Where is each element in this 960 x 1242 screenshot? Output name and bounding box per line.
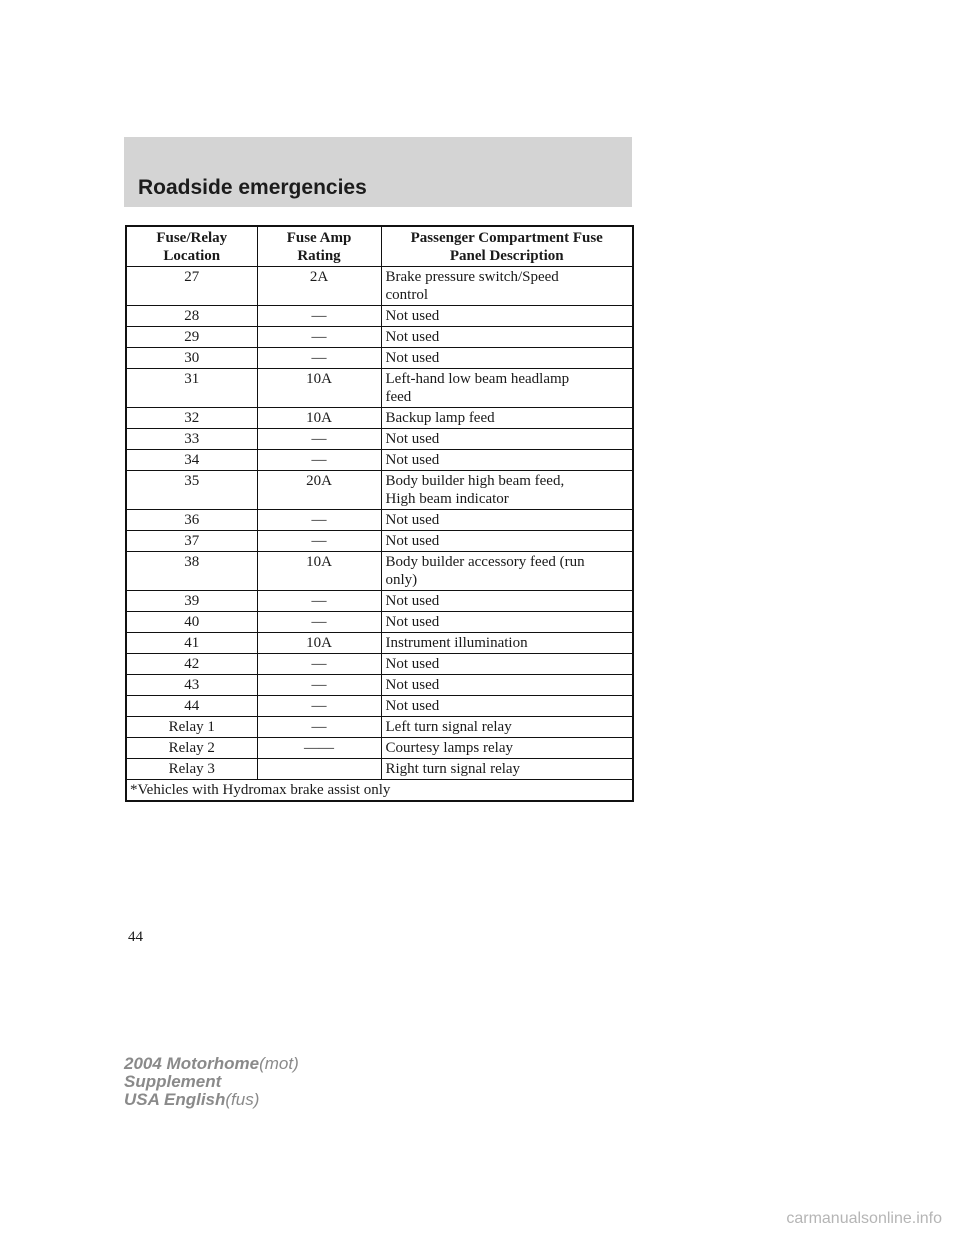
- fuse-location-cell: 33: [126, 429, 257, 450]
- fuse-description-cell: [381, 717, 633, 738]
- table-row: [126, 327, 633, 348]
- description-line: Not used: [385, 431, 440, 447]
- description-line: Not used: [385, 656, 440, 672]
- description-line: Not used: [385, 512, 440, 528]
- fuse-location-cell: 43: [126, 675, 257, 696]
- description-line: Not used: [385, 350, 440, 366]
- column-header-description: [381, 226, 633, 267]
- fuse-description-cell: [381, 327, 633, 348]
- fuse-description-cell: [381, 369, 633, 408]
- header-line: Location: [163, 248, 221, 264]
- fuse-description-cell: [381, 531, 633, 552]
- fuse-description-cell: [381, 348, 633, 369]
- table-row: [126, 759, 633, 780]
- fuse-amp-cell: —: [257, 429, 381, 450]
- header-line: Fuse/Relay: [156, 230, 228, 246]
- footer-edition: 2004 Motorhome: [124, 1054, 260, 1073]
- fuse-location-cell: 41: [126, 633, 257, 654]
- fuse-location-cell: 30: [126, 348, 257, 369]
- fuse-amp-cell: —: [257, 675, 381, 696]
- table-row: [126, 471, 633, 510]
- fuse-location-cell: 38: [126, 552, 257, 591]
- fuse-description-cell: [381, 450, 633, 471]
- fuse-location-cell: 42: [126, 654, 257, 675]
- table-row: [126, 450, 633, 471]
- fuse-amp-cell: —: [257, 717, 381, 738]
- fuse-location-cell: 32: [126, 408, 257, 429]
- description-line: control: [385, 287, 428, 303]
- table-row: [126, 696, 633, 717]
- fuse-amp-cell: —: [257, 510, 381, 531]
- fuse-description-cell: [381, 633, 633, 654]
- description-line: Left-hand low beam headlamp: [385, 371, 570, 387]
- description-line: Right turn signal relay: [385, 761, 521, 777]
- fuse-amp-cell: —: [257, 348, 381, 369]
- fuse-amp-cell: —: [257, 612, 381, 633]
- table-row: [126, 612, 633, 633]
- table-row: [126, 654, 633, 675]
- fuse-amp-cell: 2A: [257, 267, 381, 306]
- description-line: High beam indicator: [385, 491, 509, 507]
- column-header-location: [126, 226, 257, 267]
- description-line: Courtesy lamps relay: [385, 740, 513, 756]
- description-line: Not used: [385, 614, 440, 630]
- header-line: Rating: [297, 248, 341, 264]
- table-row: [126, 675, 633, 696]
- fuse-amp-cell: —: [257, 696, 381, 717]
- fuse-location-cell: 40: [126, 612, 257, 633]
- fuse-amp-cell: [257, 759, 381, 780]
- table-footnote-row: [126, 780, 633, 802]
- fuse-location-cell: 35: [126, 471, 257, 510]
- table-row: [126, 531, 633, 552]
- fuse-amp-cell: 10A: [257, 552, 381, 591]
- description-line: Not used: [385, 698, 440, 714]
- description-line: Body builder accessory feed (run: [385, 554, 585, 570]
- description-line: feed: [385, 389, 412, 405]
- fuse-location-cell: Relay 2: [126, 738, 257, 759]
- fuse-description-cell: [381, 510, 633, 531]
- fuse-amp-cell: —: [257, 306, 381, 327]
- footer-line-edition: [124, 1055, 299, 1073]
- fuse-location-cell: 36: [126, 510, 257, 531]
- fuse-amp-cell: ——: [257, 738, 381, 759]
- fuse-amp-cell: —: [257, 450, 381, 471]
- description-line: Not used: [385, 452, 440, 468]
- table-row: [126, 510, 633, 531]
- table-row: [126, 552, 633, 591]
- table-row: [126, 738, 633, 759]
- fuse-amp-cell: 10A: [257, 369, 381, 408]
- fuse-amp-cell: 20A: [257, 471, 381, 510]
- footer-edition-code: (mot): [259, 1054, 299, 1073]
- footer: [124, 1055, 299, 1109]
- fuse-amp-cell: —: [257, 591, 381, 612]
- fuse-description-cell: [381, 471, 633, 510]
- table-row: [126, 267, 633, 306]
- description-line: Not used: [385, 329, 440, 345]
- description-line: Not used: [385, 593, 440, 609]
- table-row: [126, 348, 633, 369]
- description-line: Backup lamp feed: [385, 410, 495, 426]
- fuse-description-cell: [381, 738, 633, 759]
- section-title: Roadside emergencies: [138, 176, 367, 199]
- fuse-location-cell: 37: [126, 531, 257, 552]
- description-line: Not used: [385, 677, 440, 693]
- table-footnote: *Vehicles with Hydromax brake assist only: [126, 780, 633, 802]
- column-header-amp-rating: [257, 226, 381, 267]
- fuse-description-cell: [381, 696, 633, 717]
- fuse-description-cell: [381, 612, 633, 633]
- header-line: Passenger Compartment Fuse: [410, 230, 603, 246]
- table-row: [126, 369, 633, 408]
- fuse-amp-cell: —: [257, 327, 381, 348]
- table-row: [126, 306, 633, 327]
- fuse-description-cell: [381, 675, 633, 696]
- fuse-description-cell: [381, 267, 633, 306]
- fuse-table: [125, 225, 634, 802]
- header-line: Panel Description: [449, 248, 564, 264]
- description-line: Left turn signal relay: [385, 719, 512, 735]
- footer-language: USA English: [124, 1090, 226, 1109]
- fuse-description-cell: [381, 429, 633, 450]
- watermark: carmanualsonline.info: [786, 1210, 942, 1227]
- description-line: Body builder high beam feed,: [385, 473, 565, 489]
- fuse-description-cell: [381, 654, 633, 675]
- fuse-location-cell: 39: [126, 591, 257, 612]
- fuse-location-cell: Relay 1: [126, 717, 257, 738]
- fuse-location-cell: 28: [126, 306, 257, 327]
- fuse-amp-cell: 10A: [257, 408, 381, 429]
- description-line: Not used: [385, 308, 440, 324]
- fuse-location-cell: 44: [126, 696, 257, 717]
- fuse-amp-cell: 10A: [257, 633, 381, 654]
- description-line: Not used: [385, 533, 440, 549]
- fuse-location-cell: 31: [126, 369, 257, 408]
- footer-supplement: Supplement: [124, 1072, 222, 1091]
- fuse-location-cell: 34: [126, 450, 257, 471]
- table-row: [126, 633, 633, 654]
- footer-line-language: [124, 1091, 299, 1109]
- page-number: 44: [128, 929, 143, 945]
- fuse-amp-cell: —: [257, 531, 381, 552]
- table-row: [126, 717, 633, 738]
- fuse-location-cell: Relay 3: [126, 759, 257, 780]
- fuse-description-cell: [381, 552, 633, 591]
- table-row: [126, 429, 633, 450]
- fuse-location-cell: 27: [126, 267, 257, 306]
- description-line: Instrument illumination: [385, 635, 528, 651]
- table-row: [126, 591, 633, 612]
- fuse-description-cell: [381, 591, 633, 612]
- table-header-row: [126, 226, 633, 267]
- fuse-description-cell: [381, 759, 633, 780]
- description-line: only): [385, 572, 418, 588]
- header-line: Fuse Amp: [286, 230, 352, 246]
- fuse-amp-cell: —: [257, 654, 381, 675]
- fuse-description-cell: [381, 408, 633, 429]
- description-line: Brake pressure switch/Speed: [385, 269, 559, 285]
- fuse-location-cell: 29: [126, 327, 257, 348]
- fuse-description-cell: [381, 306, 633, 327]
- footer-language-code: (fus): [225, 1090, 260, 1109]
- footer-line-supplement: [124, 1073, 299, 1091]
- table-row: [126, 408, 633, 429]
